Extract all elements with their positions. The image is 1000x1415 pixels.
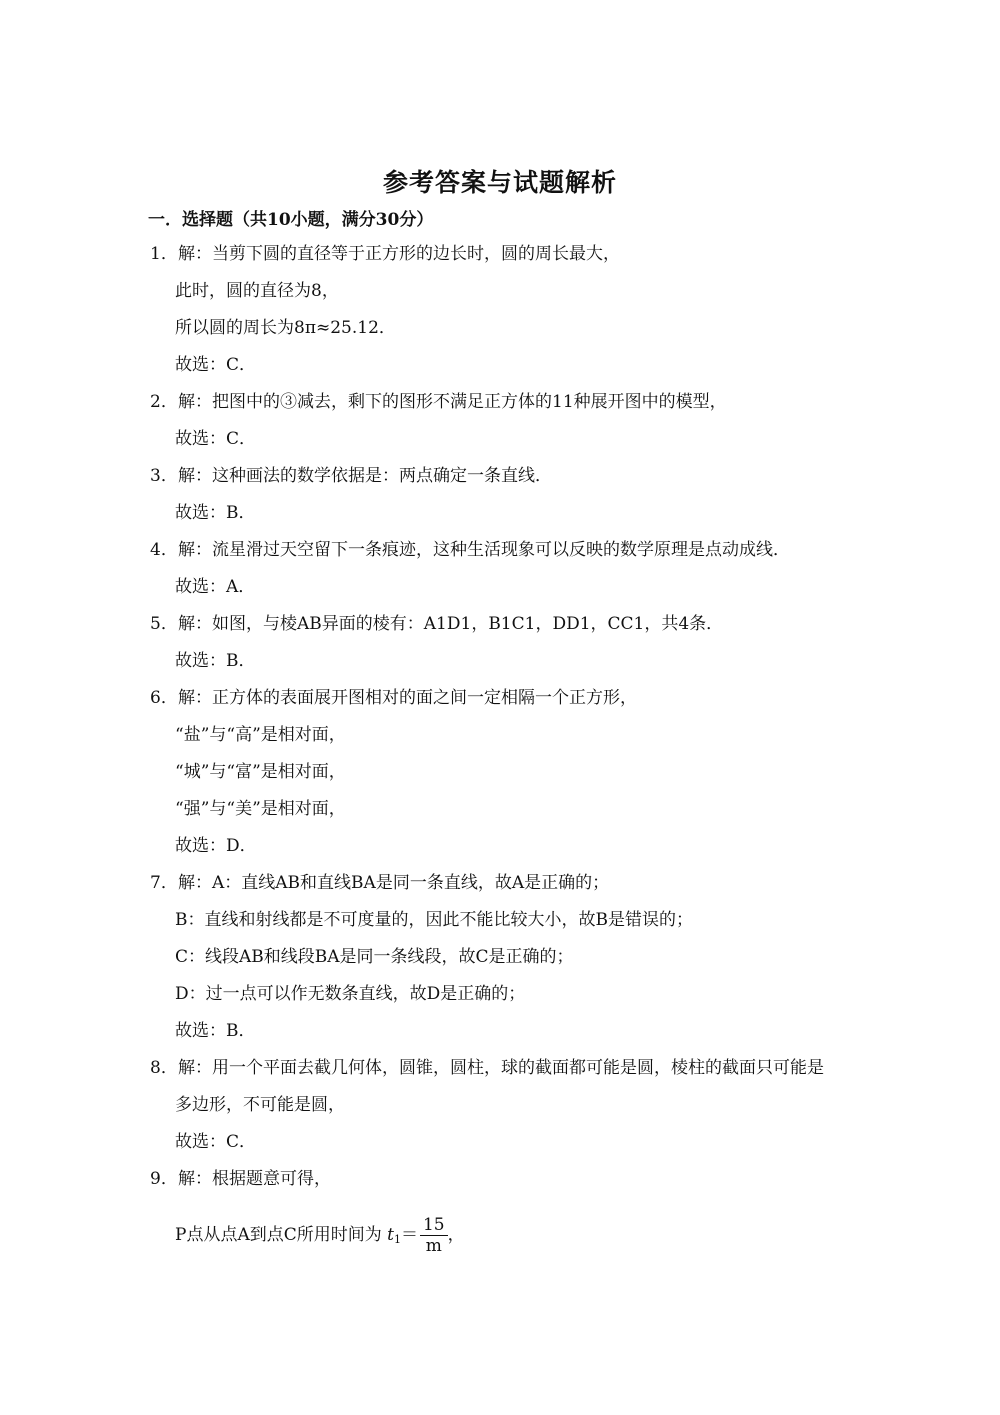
item-9-line-1: 9．解：根据题意可得， [150,1169,331,1189]
item-4-line-2: 故选：A． [175,577,256,597]
item-4-line-1: 4．解：流星滑过天空留下一条痕迹，这种生活现象可以反映的数学原理是点动成线． [150,540,790,560]
item-7-line-4: D：过一点可以作无数条直线，故D是正确的； [175,984,526,1004]
item-3-line-1: 3．解：这种画法的数学依据是：两点确定一条直线． [150,466,552,486]
item-8-line-3: 故选：C． [175,1132,257,1152]
item-6-line-3: “城”与“富”是相对面， [175,762,346,782]
item-6-line-1: 6．解：正方体的表面展开图相对的面之间一定相隔一个正方形， [150,688,637,708]
item-5-line-1: 5．解：如图，与棱AB异面的棱有：A1D1，B1C1，DD1，CC1，共4条． [150,614,724,634]
item-5-edges: A1D1，B1C1，DD1，CC1，共4条． [423,614,724,634]
item-1-line-4: 故选：C． [175,355,257,375]
item-8-line-1: 8．解：用一个平面去截几何体，圆锥，圆柱，球的截面都可能是圆，棱柱的截面只可能是 [150,1058,824,1078]
item-1-line-2: 此时，圆的直径为8， [175,281,339,301]
item-1-line-1: 1．解：当剪下圆的直径等于正方形的边长时，圆的周长最大， [150,244,620,264]
item-7-line-2: B：直线和射线都是不可度量的，因此不能比较大小，故B是错误的； [175,910,693,930]
fraction: $\frac{15}{m}$ [420,1215,448,1256]
item-2-line-1: 2．解：把图中的③减去，剩下的图形不满足正方体的11种展开图中的模型， [150,392,727,412]
item-6-line-4: “强”与“美”是相对面， [175,799,346,819]
page-title: 参考答案与试题解析 [382,168,617,197]
item-1-line-3: 所以圆的周长为8π≈25.12． [175,318,396,338]
item-7-line-3: C：线段AB和线段BA是同一条线段，故C是正确的； [175,947,574,967]
item-5-line-2: 故选：B． [175,651,256,671]
section-heading: 一．选择题（共10小题，满分30分） [148,210,434,230]
item-7-line-5: 故选：B． [175,1021,256,1041]
item-6-line-2: “盐”与“高”是相对面， [175,725,346,745]
item-9-line-2: P点从点A到点C所用时间为 $t_1=$ $\frac{15}{m}$ ， [175,1215,465,1256]
item-7-line-1: 7．解：A：直线AB和直线BA是同一条直线，故A是正确的； [150,873,610,893]
item-2-line-2: 故选：C． [175,429,257,449]
item-8-line-2: 多边形，不可能是圆， [175,1095,345,1115]
item-6-line-5: 故选：D． [175,836,257,856]
item-3-line-2: 故选：B． [175,503,256,523]
